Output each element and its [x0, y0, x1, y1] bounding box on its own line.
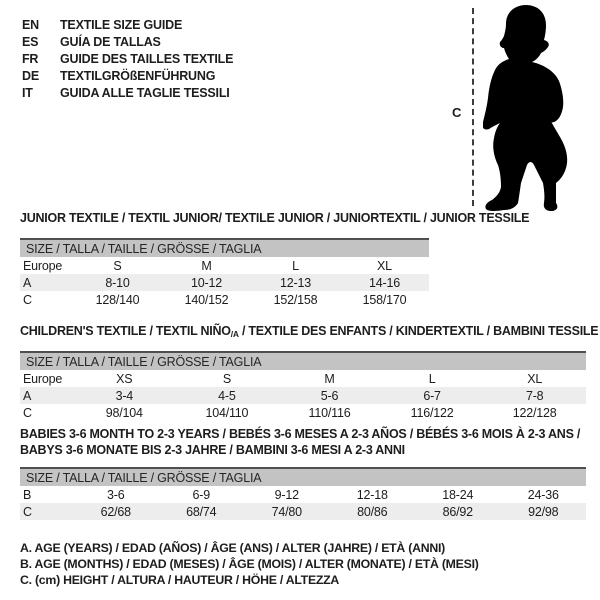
size-header-band — [20, 467, 586, 486]
language-code: EN — [22, 17, 39, 32]
children-title-sub: /A — [230, 329, 239, 339]
cell: 152/158 — [273, 292, 318, 307]
legend-line-c: C. (cm) HEIGHT / ALTURA / HAUTEUR / HÖHE / ALTEZZA — [20, 573, 340, 587]
cell: 12-13 — [280, 275, 311, 290]
height-dotted-line — [472, 8, 474, 206]
cell: S — [222, 371, 231, 386]
row-label: A — [23, 275, 32, 290]
table-row-europe — [20, 370, 586, 387]
cell: 128/140 — [95, 292, 140, 307]
cell: 14-16 — [369, 275, 400, 290]
cell: S — [113, 258, 122, 273]
language-code: ES — [22, 34, 39, 49]
language-code: DE — [22, 68, 39, 83]
junior-section-title: JUNIOR TEXTILE / TEXTIL JUNIOR/ TEXTILE JUNIOR / JUNIORTEXTIL / JUNIOR TESSILE — [20, 211, 530, 225]
height-marker-label: C — [452, 105, 462, 120]
cell: M — [324, 371, 335, 386]
cell: 3-4 — [115, 388, 134, 403]
cell: 6-9 — [192, 487, 210, 502]
language-row — [22, 84, 233, 101]
cell: 68/74 — [186, 504, 217, 519]
cell: 5-6 — [320, 388, 339, 403]
measurement-legend — [20, 540, 479, 588]
legend-line-b: B. AGE (MONTHS) / EDAD (MESES) / ÂGE (MOIS) / ALTER (MONATE) / ETÀ (MESI) — [20, 557, 479, 571]
cell: 18-24 — [442, 487, 474, 502]
cell: L — [428, 371, 436, 386]
cell: 122/128 — [512, 405, 557, 420]
table-row-a — [20, 274, 429, 291]
cell: 62/68 — [100, 504, 131, 519]
cell: 110/116 — [308, 405, 351, 420]
cell: M — [201, 258, 212, 273]
language-row — [22, 16, 233, 33]
size-header-band — [20, 238, 429, 257]
baby-silhouette — [483, 0, 585, 215]
row-label: B — [23, 487, 32, 502]
cell: 92/98 — [528, 504, 559, 519]
cell: 80/86 — [357, 504, 388, 519]
legend-line-a: A. AGE (YEARS) / EDAD (AÑOS) / ÂGE (ANS) / ALTER (JAHRE) / ETÀ (ANNI) — [20, 541, 445, 555]
language-label: GUIDE DES TAILLES TEXTILE — [60, 51, 234, 66]
children-title-rest: / TEXTILE DES ENFANTS / KINDERTEXTIL / BAMBINI TESSILE — [238, 324, 599, 338]
row-label: Europe — [23, 258, 63, 273]
language-guide-list — [22, 16, 233, 101]
table-row-c — [20, 404, 586, 421]
cell: 140/152 — [184, 292, 229, 307]
size-header-label: SIZE / TALLA / TAILLE / GRÖSSE / TAGLIA — [26, 354, 262, 369]
language-code: FR — [22, 51, 39, 66]
cell: 3-6 — [107, 487, 125, 502]
table-row-c — [20, 291, 429, 308]
language-label: TEXTILE SIZE GUIDE — [60, 17, 183, 32]
cell: 4-5 — [218, 388, 236, 403]
table-row-c — [20, 503, 586, 520]
size-header-label: SIZE / TALLA / TAILLE / GRÖSSE / TAGLIA — [26, 241, 262, 256]
cell: 24-36 — [527, 487, 559, 502]
size-header-label: SIZE / TALLA / TAILLE / GRÖSSE / TAGLIA — [26, 470, 262, 485]
language-row — [22, 33, 233, 50]
cell: 10-12 — [191, 275, 222, 290]
cell: 8-10 — [105, 275, 130, 290]
cell: 12-18 — [356, 487, 388, 502]
row-label: C — [23, 405, 32, 420]
cell: 74/80 — [271, 504, 302, 519]
cell: 104/110 — [205, 405, 249, 420]
language-label: TEXTILGRÖßENFÜHRUNG — [60, 68, 216, 83]
junior-size-table — [20, 238, 429, 308]
children-size-table — [20, 351, 586, 421]
cell: L — [292, 258, 299, 273]
cell: 158/170 — [362, 292, 407, 307]
cell: XL — [377, 258, 392, 273]
size-header-band — [20, 351, 586, 370]
cell: 6-7 — [423, 388, 441, 403]
cell: XS — [116, 371, 133, 386]
language-label: GUÍA DE TALLAS — [60, 34, 161, 49]
children-title-main: CHILDREN'S TEXTILE / TEXTIL NIÑO — [20, 324, 231, 338]
row-label: Europe — [23, 371, 63, 386]
row-label: C — [23, 292, 32, 307]
row-label: A — [23, 388, 32, 403]
cell: 98/104 — [105, 405, 143, 420]
babies-title-line1: BABIES 3-6 MONTH TO 2-3 YEARS / BEBÉS 3-6 MESES A 2-3 AÑOS / BÉBÉS 3-6 MOIS À 2-3 ANS / — [20, 427, 581, 441]
row-label: C — [23, 504, 32, 519]
language-code: IT — [22, 85, 33, 100]
table-row-europe — [20, 257, 429, 274]
babies-title-line2: BABYS 3-6 MONATE BIS 2-3 JAHRE / BAMBINI 3-6 MESI A 2-3 ANNI — [20, 443, 405, 457]
cell: 116/122 — [410, 405, 454, 420]
children-section-title — [20, 323, 598, 342]
language-label: GUIDA ALLE TAGLIE TESSILI — [60, 85, 230, 100]
cell: 7-8 — [525, 388, 544, 403]
table-row-a — [20, 387, 586, 404]
table-row-b — [20, 486, 586, 503]
cell: 86/92 — [442, 504, 473, 519]
language-row — [22, 67, 233, 84]
cell: 9-12 — [274, 487, 299, 502]
babies-section-title — [20, 426, 580, 458]
babies-size-table — [20, 467, 586, 520]
language-row — [22, 50, 233, 67]
cell: XL — [527, 371, 543, 386]
